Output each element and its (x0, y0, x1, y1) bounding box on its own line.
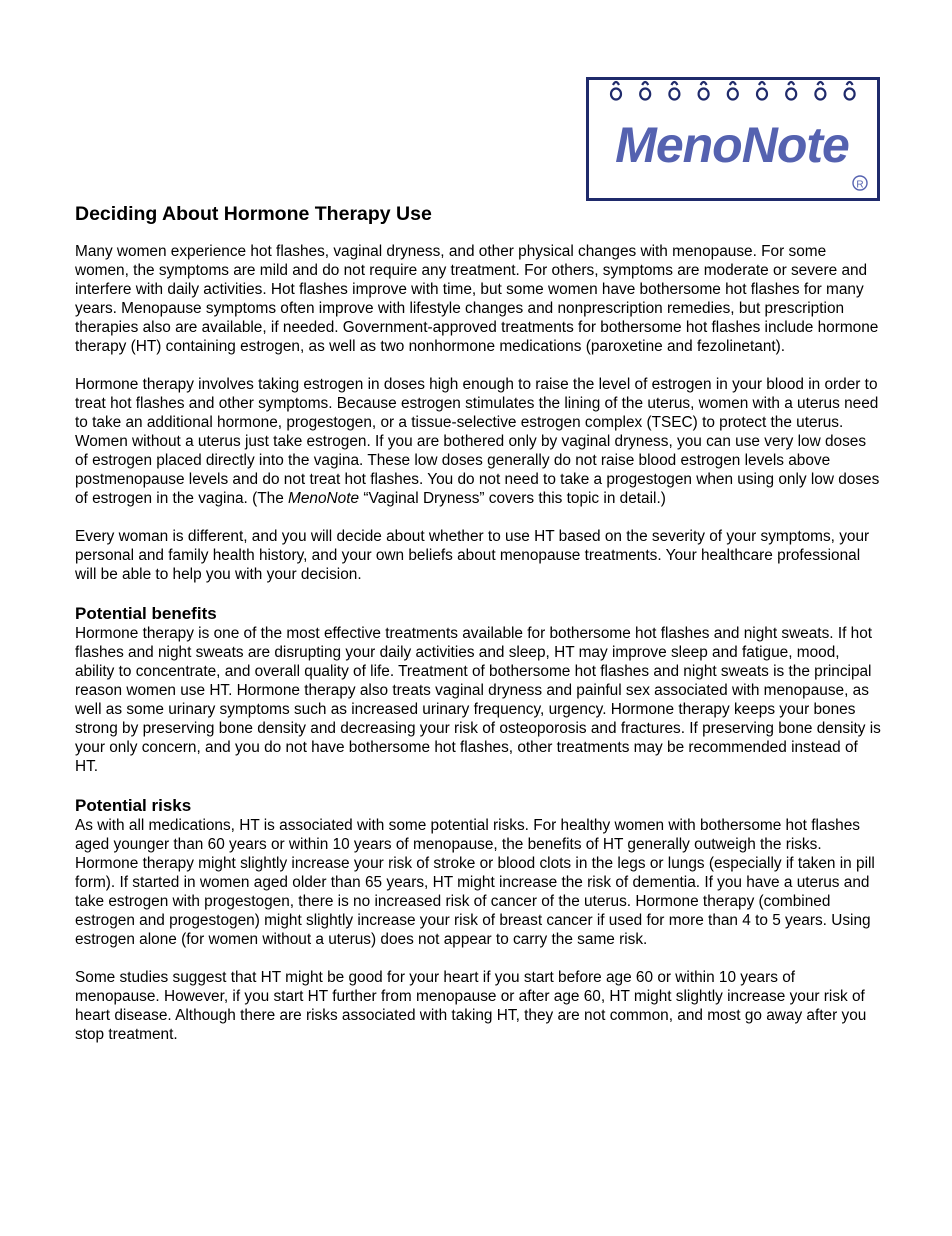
intro-paragraph-1: Many women experience hot flashes, vaginal dryness, and other physical changes with menopause. For some women, the symptoms are mild and do not require any treatment. For others, symptoms are moderate or severe and interfere with daily activities. Hot flashes improve with time, but some women have bothersome hot flashes for many years. Menopause symptoms often improve with lifestyle changes and nonprescription remedies, but prescription therapies also are available, if needed. Government-approved treatments for bothersome hot flashes include hormone therapy (HT) containing estrogen, as well as two nonhormone medications (paroxetine and fezolinetant). (75, 243, 879, 355)
menonote-reference: MenoNote (288, 490, 360, 507)
risks-paragraph-1: As with all medications, HT is associated with some potential risks. For healthy women with bothersome hot flashes aged younger than 60 years or within 10 years of menopause, the benefits of HT generally outweigh the risks. Hormone therapy might slightly increase your risk of stroke or blood clots in the legs or lungs (especially if taken in pill form). If started in women aged older than 65 years, HT might increase the risk of dementia. If you have a uterus and take estrogen with progestogen, there is no increased risk of cancer of the uterus. Hormone therapy (combined estrogen and progestogen) might slightly increase your risk of breast cancer if used for more than 4 to 5 years. Using estrogen alone (for women without a uterus) does not appear to carry the same risk. (75, 817, 875, 948)
benefits-section (75, 603, 881, 776)
registered-mark: R (856, 179, 864, 191)
document-body (75, 202, 881, 1063)
notepad-logo-graphic (586, 77, 880, 201)
intro-paragraph-3: Every woman is different, and you will decide about whether to use HT based on the severity of your symptoms, your personal and family health history, and your own beliefs about menopause treatments. Your healthcare professional will be able to help you with your decision. (75, 528, 870, 583)
logo-wordmark: MenoNote (615, 117, 849, 173)
page-title: Deciding About Hormone Therapy Use (75, 203, 432, 225)
intro-paragraph-2-text-b: “Vaginal Dryness” covers this topic in detail.) (359, 490, 666, 507)
menonote-logo (586, 77, 880, 201)
risks-heading: Potential risks (75, 796, 192, 815)
benefits-paragraph: Hormone therapy is one of the most effective treatments available for bothersome hot flashes and night sweats. If hot flashes and night sweats are disrupting your daily activities and sleep, HT may improve sleep and fatigue, mood, ability to concentrate, and overall quality of life. Treatment of bothersome hot flashes and night sweats is the principal reason women use HT. Hormone therapy also treats vaginal dryness and painful sex associated with menopause, as well as some urinary symptoms such as increased urinary frequency, urgency. Hormone therapy keeps your bones strong by preserving bone density and decreasing your risk of osteoporosis and fractures. If preserving bone density is your only concern, and you do not have bothersome hot flashes, other treatments may be recommended instead of HT. (75, 625, 881, 775)
benefits-heading: Potential benefits (75, 604, 217, 623)
intro-paragraph-2-text-a: Hormone therapy involves taking estrogen in doses high enough to raise the level of estrogen in your blood in order to treat hot flashes and other symptoms. Because estrogen stimulates the lining of the uterus, women with a uterus need to take an additional hormone, progestogen, or a tissue-selective estrogen complex (TSEC) to protect the uterus. Women without a uterus just take estrogen. If you are bothered only by vaginal dryness, you can use very low doses of estrogen placed directly into the vagina. These low doses generally do not raise blood estrogen levels above postmenopause levels and do not treat hot flashes. You do not need to take a progestogen when using only low doses of estrogen in the vagina. (The (75, 376, 880, 507)
risks-section (75, 795, 881, 1044)
risks-paragraph-2: Some studies suggest that HT might be good for your heart if you start before age 60 or within 10 years of menopause. However, if you start HT further from menopause or after age 60, HT might slightly increase your risk of heart disease. Although there are risks associated with taking HT, they are not common, and most go away after you stop treatment. (75, 969, 867, 1043)
intro-paragraph-2 (75, 375, 881, 508)
